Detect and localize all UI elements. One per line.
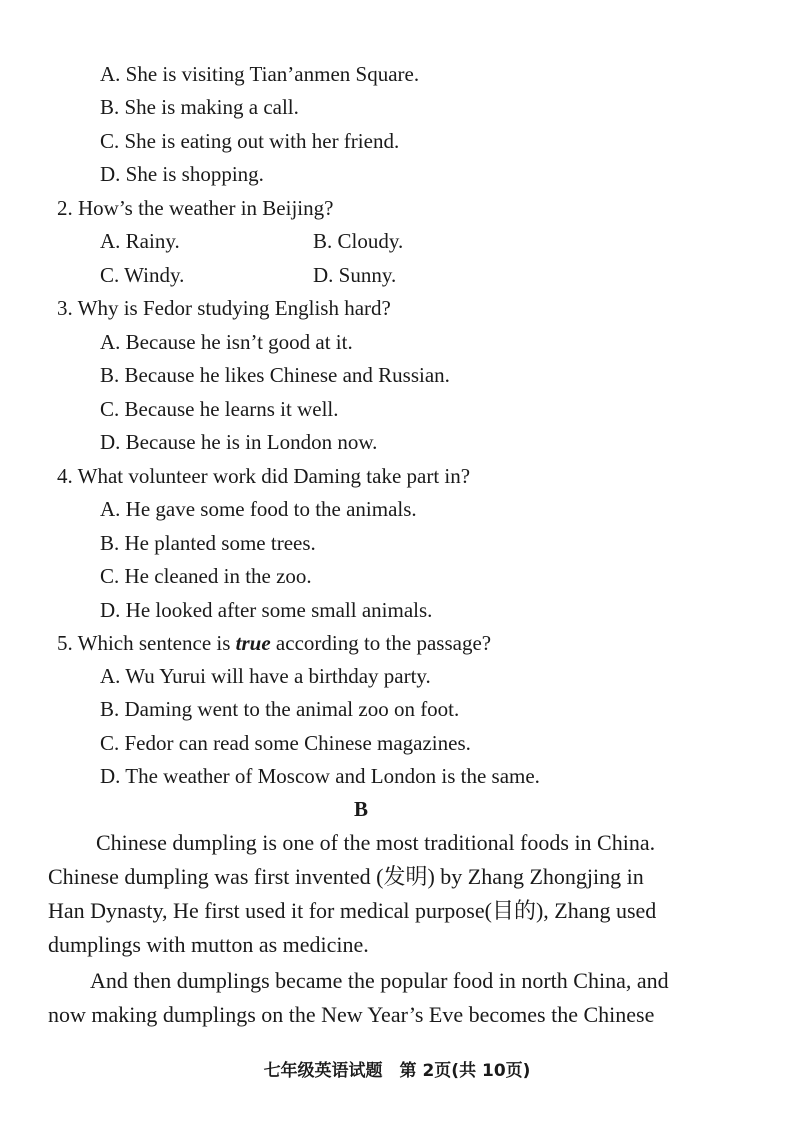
q5-option-a: A. Wu Yurui will have a birthday party. xyxy=(100,664,431,688)
q4-question: 4. What volunteer work did Daming take part in? xyxy=(57,464,471,488)
q1-option-a: A. She is visiting Tian’anmen Square. xyxy=(100,62,420,86)
q5-question xyxy=(57,631,491,655)
passage-p1-line-2: Chinese dumpling was first invented (发明) by Zhang Zhongjing in xyxy=(48,864,644,889)
passage-p2-line-1: And then dumplings became the popular food in north China, and xyxy=(90,968,669,993)
q4-option-c: C. He cleaned in the zoo. xyxy=(100,564,312,588)
q2-question: 2. How’s the weather in Beijing? xyxy=(57,196,334,220)
q4-option-a: A. He gave some food to the animals. xyxy=(100,497,417,521)
q1-option-b: B. She is making a call. xyxy=(100,95,299,119)
q3-option-a: A. Because he isn’t good at it. xyxy=(100,330,353,354)
q5-question-suffix: according to the passage? xyxy=(270,631,492,655)
q5-option-c: C. Fedor can read some Chinese magazines. xyxy=(100,731,471,755)
section-heading-b: B xyxy=(354,797,369,821)
q2-option-a: A. Rainy. xyxy=(100,229,180,253)
q2-option-d: D. Sunny. xyxy=(313,263,397,287)
q5-option-b: B. Daming went to the animal zoo on foot. xyxy=(100,697,460,721)
q3-question: 3. Why is Fedor studying English hard? xyxy=(57,296,391,320)
q2-option-c: C. Windy. xyxy=(100,263,185,287)
q5-question-emphasis: true xyxy=(235,631,271,655)
q4-option-b: B. He planted some trees. xyxy=(100,531,316,555)
q3-option-d: D. Because he is in London now. xyxy=(100,430,378,454)
q1-option-c: C. She is eating out with her friend. xyxy=(100,129,400,153)
passage-p1-line-1: Chinese dumpling is one of the most traditional foods in China. xyxy=(96,830,656,855)
page-footer: 七年级英语试题 第 2页(共 10页) xyxy=(263,1061,531,1081)
q5-option-d: D. The weather of Moscow and London is the same. xyxy=(100,764,540,788)
q4-option-d: D. He looked after some small animals. xyxy=(100,598,433,622)
passage-p1-line-4: dumplings with mutton as medicine. xyxy=(48,932,369,957)
q2-option-b: B. Cloudy. xyxy=(313,229,404,253)
q1-option-d: D. She is shopping. xyxy=(100,162,264,186)
passage-p2-line-2: now making dumplings on the New Year’s Eve becomes the Chinese xyxy=(48,1002,655,1027)
q3-option-c: C. Because he learns it well. xyxy=(100,397,339,421)
passage-paragraph-1 xyxy=(48,826,672,962)
q3-option-b: B. Because he likes Chinese and Russian. xyxy=(100,363,450,387)
passage-p1-line-3: Han Dynasty, He first used it for medical purpose(目的), Zhang used xyxy=(48,898,657,923)
q5-question-prefix: 5. Which sentence is xyxy=(57,631,236,655)
passage-paragraph-2 xyxy=(48,964,672,1032)
